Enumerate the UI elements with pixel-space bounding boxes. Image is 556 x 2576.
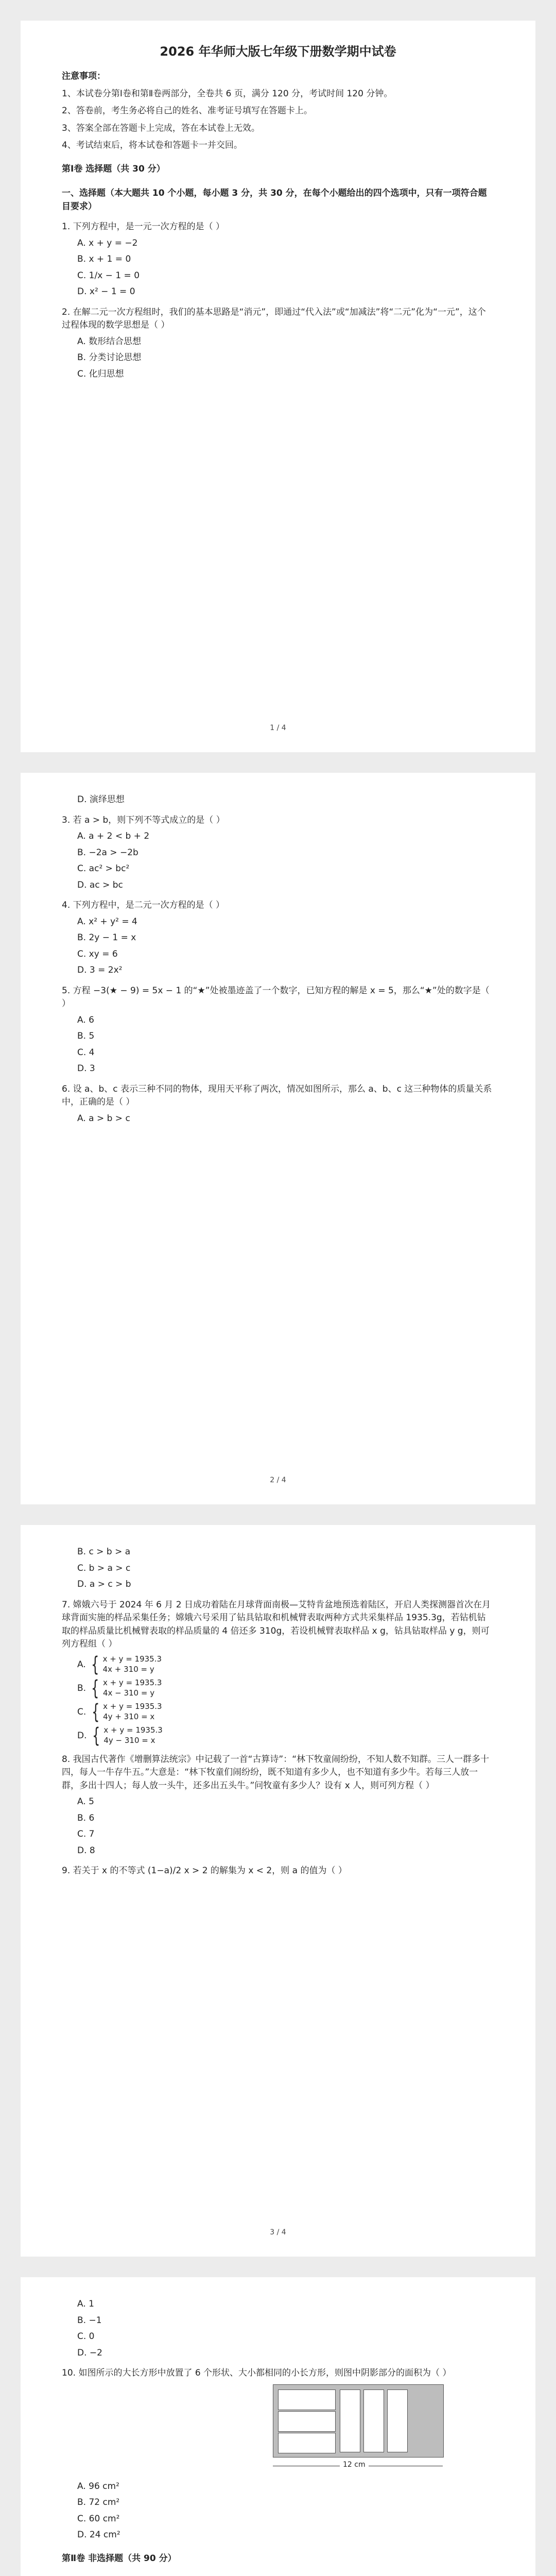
equation-line: 4y + 310 = x xyxy=(103,1711,155,1721)
option: D. 演绎思想 xyxy=(77,794,125,805)
brace-icon: { xyxy=(91,1700,100,1724)
small-rectangle xyxy=(278,2411,336,2432)
page-4 xyxy=(21,2277,535,2576)
part2-heading: 第Ⅱ卷 非选择题（共 90 分） xyxy=(62,2553,177,2564)
option: C. 0 xyxy=(77,2331,95,2342)
brace-icon: { xyxy=(91,1676,99,1700)
option: D. 3 xyxy=(77,1063,95,1074)
option: C. b > a > c xyxy=(77,1563,131,1573)
option: A. 1 xyxy=(77,2299,94,2309)
option: B. c > b > a xyxy=(77,1547,131,1557)
option-letter: D. xyxy=(77,1730,87,1741)
option: B. 分类讨论思想 xyxy=(77,352,142,363)
page-3 xyxy=(21,1525,535,2257)
option-letter: A. xyxy=(77,1659,86,1670)
option: D. 24 cm² xyxy=(77,2530,120,2540)
option: C. 4 xyxy=(77,1047,95,1058)
question-3: 3. 若 a > b，则下列不等式成立的是（ ） xyxy=(62,815,225,825)
equation-line: 4y − 310 = x xyxy=(103,1735,155,1745)
option: C. 1/x − 1 = 0 xyxy=(77,270,140,281)
option xyxy=(77,1654,494,1675)
option: A. 6 xyxy=(77,1014,94,1025)
option: A. 5 xyxy=(77,1797,94,1807)
equation-line: x + y = 1935.3 xyxy=(103,1702,162,1711)
question-6: 6. 设 a、b、c 表示三种不同的物体，现用天平称了两次，情况如图所示，那么 a、b、c 这三种物体的质量关系中，正确的是（ ） xyxy=(62,1083,492,1107)
option: B. 5 xyxy=(77,1031,95,1041)
option: A. a + 2 < b + 2 xyxy=(77,831,150,841)
page-number: 2 / 4 xyxy=(270,1476,286,1484)
page-1 xyxy=(21,21,535,752)
choice-section-title: 一、选择题（本大题共 10 个小题，每小题 3 分，共 30 分，在每个小题给出的四个选项中，只有一项符合题目要求） xyxy=(62,188,487,212)
option-letter: B. xyxy=(77,1683,86,1693)
brace-icon: { xyxy=(92,1723,100,1748)
option: A. a > b > c xyxy=(77,1113,130,1124)
equation-system xyxy=(89,1654,162,1675)
option: B. 2y − 1 = x xyxy=(77,933,136,943)
option: C. ac² > bc² xyxy=(77,863,130,874)
note-item: 2、答卷前，考生务必将自己的姓名、准考证号填写在答题卡上。 xyxy=(62,106,312,116)
question-7: 7. 嫦娥六号于 2024 年 6 月 2 日成功着陆在月球背面南极—艾特肯盆地预选着陆区，开启人类探测器首次在月球背面实施的样品采集任务；嫦娥六号采用了钻具钻取和机械臂表取两种方式共采集样品 1935.3g，若钻机钻取的样品质量比机械臂表取的样品质量的 4 倍还多 310g，若设机械臂表取样品 x g，钻具钻取样品 y g，则可列方程组（ ） xyxy=(62,1599,491,1649)
option: D. 3 = 2x² xyxy=(77,965,123,975)
option xyxy=(77,1725,494,1746)
option: B. x + 1 = 0 xyxy=(77,254,131,264)
part1-heading: 第Ⅰ卷 选择题（共 30 分） xyxy=(62,163,165,174)
option: C. 60 cm² xyxy=(77,2513,120,2524)
option: C. 化归思想 xyxy=(77,368,124,379)
equation-system xyxy=(89,1678,162,1699)
question-10: 10. 如图所示的大长方形中放置了 6 个形状、大小都相同的小长方形，则图中阴影部分的面积为（ ） xyxy=(62,2368,451,2378)
dimension-label: 12 cm xyxy=(340,2460,369,2470)
document-title: 2026 年华师大版七年级下册数学期中试卷 xyxy=(160,44,396,59)
option: B. −1 xyxy=(77,2315,102,2326)
equation-line: x + y = 1935.3 xyxy=(102,1678,162,1687)
option: D. a > c > b xyxy=(77,1579,131,1589)
question-8: 8. 我国古代著作《增删算法统宗》中记载了一首“古算诗”：“林下牧童闹纷纷，不知人数不知群。三人一群多十四，每人一牛存牛五。”大意是：“林下牧童们闹纷纷，既不知道有多少人，也不知道有多少牛。若每三人放一群，多出十四人；每人放一头牛，还多出五头牛。”问牧童有多少人？设有 x 人，则可列方程（ ） xyxy=(62,1754,490,1791)
rectangle-figure xyxy=(273,2384,468,2477)
equation-system xyxy=(89,1702,162,1722)
equation-system xyxy=(90,1725,163,1746)
option: C. xy = 6 xyxy=(77,948,118,959)
question-4: 4. 下列方程中，是二元一次方程的是（ ） xyxy=(62,900,225,910)
option-letter: C. xyxy=(77,1706,86,1717)
page-2 xyxy=(21,773,535,1504)
option: B. 72 cm² xyxy=(77,2497,120,2507)
page-number: 1 / 4 xyxy=(270,724,286,732)
equation-line: x + y = 1935.3 xyxy=(102,1654,162,1664)
question-1: 1. 下列方程中，是一元一次方程的是（ ） xyxy=(62,222,225,232)
equation-line: x + y = 1935.3 xyxy=(103,1725,163,1735)
equation-line: 4x + 310 = y xyxy=(102,1664,154,1674)
option xyxy=(77,1678,494,1699)
brace-icon: { xyxy=(91,1652,99,1676)
option: D. −2 xyxy=(77,2347,102,2358)
note-item: 1、本试卷分第Ⅰ卷和第Ⅱ卷两部分，全卷共 6 页，满分 120 分，考试时间 120 分钟。 xyxy=(62,88,393,99)
small-rectangle xyxy=(387,2389,408,2452)
option: A. x² + y² = 4 xyxy=(77,916,137,927)
question-5: 5. 方程 −3(★ − 9) = 5x − 1 的“★”处被墨迹盖了一个数字，已知方程的解是 x = 5，那么“★”处的数字是（ ） xyxy=(62,985,490,1009)
option: D. ac > bc xyxy=(77,879,123,890)
option: D. 8 xyxy=(77,1845,95,1856)
option: A. 96 cm² xyxy=(77,2481,119,2492)
small-rectangle xyxy=(278,2433,336,2453)
equation-line: 4x − 310 = y xyxy=(102,1688,155,1698)
option: D. x² − 1 = 0 xyxy=(77,286,135,297)
page-number: 3 / 4 xyxy=(270,2228,286,2236)
option: A. 数形结合思想 xyxy=(77,336,142,347)
option: A. x + y = −2 xyxy=(77,238,138,248)
notes-label: 注意事项： xyxy=(62,71,106,81)
option: C. 7 xyxy=(77,1829,95,1839)
question-9: 9. 若关于 x 的不等式 (1−a)/2 x > 2 的解集为 x < 2，则 a 的值为（ ） xyxy=(62,1866,347,1876)
small-rectangle xyxy=(340,2389,360,2452)
small-rectangle xyxy=(278,2389,336,2410)
option: B. 6 xyxy=(77,1812,95,1823)
note-item: 4、考试结束后，将本试卷和答题卡一并交回。 xyxy=(62,140,242,150)
small-rectangle xyxy=(363,2389,384,2452)
option: B. −2a > −2b xyxy=(77,847,138,858)
question-2: 2. 在解二元一次方程组时，我们的基本思路是“消元”，即通过“代入法”或“加减法”将“二元”化为“一元”，这个过程体现的数学思想是（ ） xyxy=(62,307,486,330)
option xyxy=(77,1702,494,1722)
note-item: 3、答案全部在答题卡上完成，答在本试卷上无效。 xyxy=(62,123,260,133)
